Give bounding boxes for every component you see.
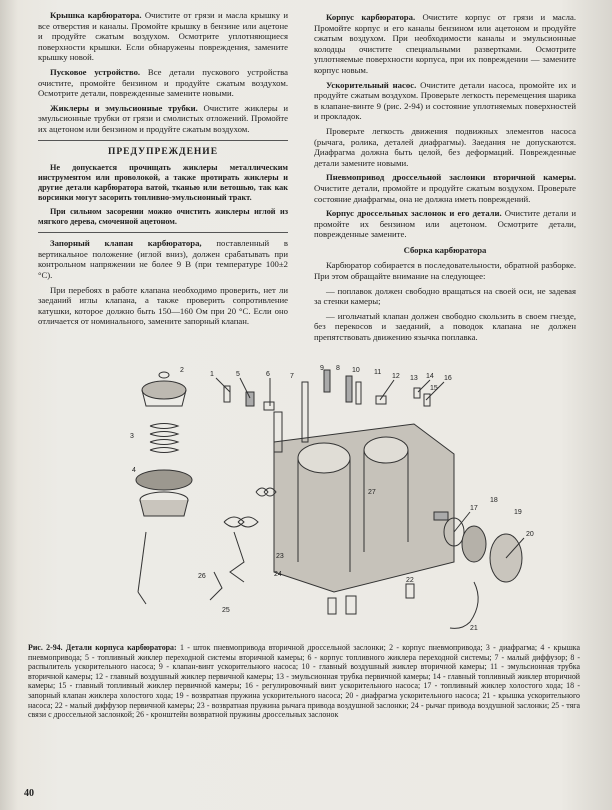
- paragraph-pneumo-drive: [314, 172, 576, 204]
- text-accel-pump: Очистите детали насоса, промойте их и продуйте сжатым воздухом. Проверьте легкость перемещения шарика в клапане-винте 9 (рис. 2-94) и состояние уплотняемых поверхностей и прокладок.: [314, 79, 576, 122]
- callout-24: 24: [274, 571, 282, 578]
- callout-18: 18: [490, 497, 498, 504]
- callout-11: 11: [374, 369, 382, 376]
- callout-13: 13: [410, 375, 418, 382]
- paragraph-throttle-body: [314, 208, 576, 240]
- paragraph-jets: [38, 103, 288, 135]
- exploded-diagram-figure: [34, 362, 582, 637]
- warning-text-1: Не допускается прочищать жиклеры металлическим инструментом или проволокой, а также протирать жиклеры и другие детали карбюратора ватой, тканью или ветошью, так как ворсинки могут засорить топливно-эмульсионный тракт.: [38, 163, 288, 203]
- page-number: 40: [24, 788, 34, 799]
- paragraph-valve-check: При перебоях в работе клапана необходимо проверить, нет ли заеданий иглы клапана, а также проверить сопротивление катушки, которое должно быть 150—160 Ом при 20 °С. Если оно отличается от номинального, замените запорный клапан.: [38, 284, 288, 327]
- callout-1: 1: [210, 371, 214, 378]
- callout-19: 19: [514, 509, 522, 516]
- callout-15: 15: [430, 385, 438, 392]
- callout-9: 9: [320, 365, 324, 372]
- figure-caption: [28, 643, 580, 720]
- divider: [38, 140, 288, 141]
- callout-10: 10: [352, 367, 360, 374]
- callout-25: 25: [222, 607, 230, 614]
- heading-accel-pump: Ускорительный насос.: [326, 79, 417, 90]
- callout-7: 7: [290, 373, 294, 380]
- paragraph-carb-body: [314, 12, 576, 76]
- text-pneumo-drive: Очистите детали, промойте и продуйте сжатым воздухом. Проверьте состояние диафрагмы, она не должна иметь повреждений.: [314, 182, 576, 204]
- carburetor-exploded-view: [34, 362, 582, 637]
- paragraph-shutoff-valve: [38, 238, 288, 280]
- callout-4: 4: [132, 467, 136, 474]
- paragraph-float: — поплавок должен свободно вращаться на своей оси, не задевая за стенки камеры;: [314, 285, 576, 307]
- callout-5: 5: [236, 371, 240, 378]
- right-column: [314, 12, 576, 347]
- callout-27: 27: [368, 489, 376, 496]
- callout-17: 17: [470, 505, 478, 512]
- callout-6: 6: [266, 371, 270, 378]
- callout-22: 22: [406, 577, 414, 584]
- paragraph-carb-cover: [38, 10, 288, 63]
- heading-throttle-body: Корпус дроссельных заслонок и его детали.: [326, 208, 502, 219]
- text-carb-cover: Очистите от грязи и масла крышку и все отверстия и каналы. Промойте крышку в бензине или ацетоне и продуйте сжатым воздухом. Осмотрите уплотняющиеся поверхности крышки. Если обнаружены повреждения, замените крышку новой.: [38, 10, 289, 63]
- callout-14: 14: [426, 373, 434, 380]
- divider: [38, 232, 288, 233]
- text-jets: Очистите жиклеры и эмульсионные трубки от грязи и смолистых отложений. Промойте их ацетоном или бензином и продуйте сжатым воздухом.: [38, 102, 289, 134]
- warning-title: ПРЕДУПРЕЖДЕНИЕ: [107, 146, 219, 157]
- callout-26: 26: [198, 573, 206, 580]
- heading-shutoff-valve: Запорный клапан карбюратора,: [50, 238, 202, 249]
- paragraph-assembly-intro: Карбюратор собирается в последовательности, обратной разборке. При этом обращайте внимание на следующее:: [314, 260, 576, 282]
- paragraph-accel-pump: [314, 80, 576, 122]
- heading-starter: Пусковое устройство.: [50, 66, 141, 77]
- callout-8: 8: [336, 365, 340, 372]
- text-carb-body: Очистите корпус от грязи и масла. Промойте корпус и его каналы бензином или ацетоном и продуйте сжатым воздухом. При необходимости каналы и эмульсионные колодцы очистите специальными развертками. Осмотрите уплотняемые поверхности корпуса, при их повреждении — замените корпус новым.: [314, 12, 577, 75]
- heading-jets: Жиклеры и эмульсионные трубки.: [50, 102, 198, 113]
- callout-3: 3: [130, 433, 134, 440]
- caption-text: 1 - шток пневмопривода вторичной дроссельной заслонки; 2 - корпус пневмопривода; 3 - диафрагма; 4 - крышка пневмопривода; 5 - топливный жиклер переходной системы вторичной камеры; 6 - корпус топливного жиклера переходной системы; 7 - малый диффузор; 8 - распылитель ускорительного насоса; 9 - клапан-винт ускорительного насоса; 10 - главный воздушный жиклер вторичной камеры; 11 - эмульсионная трубка вторичной камеры; 12 - главный воздушный жиклер первичной камеры; 13 - эмульсионная трубка первичной камеры; 14 - главный топливный жиклер вторичной камеры; 15 - главный топливный жиклер первичной камеры; 16 - регулировочный винт ускорительного насоса; 17 - топливный жиклер холостого хода; 18 - запорный клапан жиклера холостого хода; 19 - возвратная пружина ускорительного насоса; 20 - диафрагма ускорительного насоса; 21 - крышка ускорительного насоса; 22 - малый диффузор первичной камеры; 23 - возвратная пружина рычага привода воздушной заслонки; 24 - рычаг привода воздушной заслонки; 25 - тяга связи с дроссельной заслонкой; 26 - кронштейн возвратной пружины дроссельных заслонок: [28, 643, 580, 720]
- paragraph-starter: [38, 67, 288, 99]
- caption-title: Рис. 2-94. Детали корпуса карбюратора:: [28, 643, 177, 652]
- text-starter: Все детали пускового устройства очистите, промойте бензином и продуйте сжатым воздухом. Осмотрите детали, поврежденные замените новыми.: [38, 66, 289, 99]
- left-column: [38, 10, 288, 331]
- text-throttle-body: Очистите детали и промойте их бензином или ацетоном. Осмотрите детали, поврежденные замените.: [314, 208, 576, 240]
- callout-23: 23: [276, 553, 284, 560]
- paragraph-needle-valve: — игольчатый клапан должен свободно скользить в своем гнезде, без перекосов и заеданий, а поводок клапана не должен препятствовать движению язычка поплавка.: [314, 310, 576, 343]
- callout-21: 21: [470, 625, 478, 632]
- heading-carb-cover: Крышка карбюратора.: [50, 10, 142, 20]
- heading-carb-body: Корпус карбюратора.: [326, 12, 416, 22]
- callout-16: 16: [444, 375, 452, 382]
- paragraph-pump-check: Проверьте легкость движения подвижных элементов насоса (рычага, ролика, деталей диафрагмы). Заедания не допускаются. Диафрагма должна быть целой, без деформаций. Поврежденные детали замените новыми.: [314, 125, 576, 168]
- callout-20: 20: [526, 531, 534, 538]
- callout-12: 12: [392, 373, 400, 380]
- callout-2: 2: [180, 367, 184, 374]
- warning-text-2: При сильном засорении можно очистить жиклеры иглой из мягкого дерева, смоченной ацетоном.: [38, 207, 288, 227]
- section-title-assembly: Сборка карбюратора: [403, 244, 487, 255]
- text-shutoff-valve: поставленный в вертикальное положение (иглой вниз), должен срабатывать при контрольном напряжении не более 9 В (при температуре 100±2 °С).: [38, 238, 289, 280]
- heading-pneumo-drive: Пневмопривод дроссельной заслонки вторичной камеры.: [326, 172, 576, 183]
